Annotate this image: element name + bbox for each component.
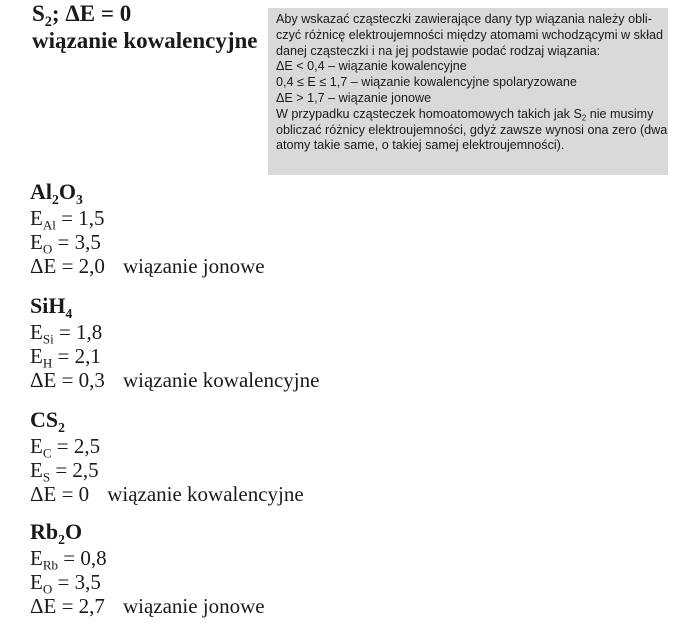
formula-part: SiH	[30, 293, 66, 318]
delta-value: ΔE = 2,0	[30, 254, 105, 278]
electronegativity-row	[30, 320, 319, 347]
note-line7-text: W przypadku cząsteczek homoatomowych takich jak S	[276, 106, 582, 121]
bond-type: wiązanie jonowe	[122, 594, 265, 618]
note-line	[276, 107, 662, 123]
compound-block-sih4	[30, 292, 319, 392]
compound-block-cs2	[30, 406, 304, 506]
note-line: Aby wskazać cząsteczki zawierające dany typ wiązania należy obli-	[276, 12, 652, 26]
compound-formula	[30, 518, 265, 546]
e-symbol: E	[30, 206, 43, 230]
note-line: czyć różnicę elektroujemności między atomami wchodzącymi w skład	[276, 27, 664, 42]
e-value: = 1,5	[55, 206, 105, 230]
delta-row	[30, 254, 265, 278]
electronegativity-row	[30, 344, 319, 371]
e-element: O	[42, 241, 53, 257]
formula-sub: 4	[65, 305, 73, 321]
delta-value: ΔE = 0,3	[30, 368, 105, 392]
compound-block-rb2o	[30, 518, 265, 618]
formula-part: O	[58, 179, 76, 204]
compound-formula	[30, 178, 265, 206]
delta-value: ΔE = 2,7	[30, 594, 105, 618]
electronegativity-row	[30, 230, 265, 257]
note-line: obliczać różnicy elektroujemności, gdyż zawsze wynosi ona zero (dwa	[276, 122, 668, 137]
e-symbol: E	[30, 320, 43, 344]
electronegativity-row	[30, 570, 265, 597]
formula-sub: 2	[58, 419, 65, 435]
delta-row	[30, 368, 319, 392]
electronegativity-row	[30, 458, 304, 485]
e-element: Si	[42, 331, 54, 347]
header-formula-sub: 2	[44, 13, 52, 30]
e-element: S	[42, 469, 51, 485]
e-value: = 3,5	[52, 230, 101, 254]
info-note-box	[268, 8, 668, 175]
header-formula-main: S	[32, 1, 45, 26]
e-value: = 0,8	[58, 546, 107, 570]
bond-type: wiązanie kowalencyjne	[107, 482, 304, 506]
formula-part: Rb	[30, 519, 59, 544]
note-line: ΔE < 0,4 – wiązanie kowalencyjne	[276, 59, 467, 74]
e-value: = 2,5	[51, 434, 101, 458]
e-symbol: E	[30, 546, 43, 570]
e-element: O	[42, 581, 53, 597]
electronegativity-row	[30, 206, 265, 233]
note-line: 0,4 ≤ E ≤ 1,7 – wiązanie kowalencyjne spolaryzowane	[276, 75, 577, 90]
formula-sub: 3	[75, 191, 83, 207]
formula-part: Al	[30, 179, 52, 204]
e-symbol: E	[30, 344, 43, 368]
e-element: Rb	[42, 557, 59, 573]
electronegativity-row	[30, 546, 265, 573]
compound-block-al2o3	[30, 178, 265, 278]
formula-part: CS	[30, 407, 59, 432]
note-line7-sub: 2	[581, 113, 587, 123]
e-value: = 2,1	[52, 344, 101, 368]
e-symbol: E	[30, 434, 43, 458]
header-formula-rest: ; ΔE = 0	[51, 1, 132, 26]
e-value: = 2,5	[50, 458, 99, 482]
header-block	[32, 0, 258, 54]
e-symbol: E	[30, 458, 43, 482]
bond-type: wiązanie jonowe	[122, 254, 265, 278]
note-line7-rest: nie musimy	[586, 106, 654, 121]
formula-sub: 2	[58, 531, 65, 547]
delta-row	[30, 594, 265, 618]
note-line: ΔE > 1,7 – wiązanie jonowe	[276, 90, 432, 105]
electronegativity-row	[30, 434, 304, 461]
header-formula	[32, 0, 258, 30]
compound-formula	[30, 292, 319, 320]
e-value: = 1,8	[53, 320, 103, 344]
delta-row	[30, 482, 304, 506]
delta-value: ΔE = 0	[30, 482, 90, 506]
header-bond-type: wiązanie kowalencyjne	[32, 28, 258, 53]
e-element: H	[42, 355, 53, 371]
e-element: Al	[42, 217, 56, 233]
e-element: C	[42, 445, 52, 461]
compound-formula	[30, 406, 304, 434]
formula-part: O	[64, 519, 83, 544]
e-value: = 3,5	[52, 570, 101, 594]
note-line: atomy takie same, o takiej samej elektroujemności).	[276, 138, 565, 153]
e-symbol: E	[30, 230, 43, 254]
e-symbol: E	[30, 570, 43, 594]
note-line: danej cząsteczki i na jej podstawie podać rodzaj wiązania:	[276, 43, 601, 58]
bond-type: wiązanie kowalencyjne	[122, 368, 320, 392]
formula-sub: 2	[52, 191, 59, 207]
